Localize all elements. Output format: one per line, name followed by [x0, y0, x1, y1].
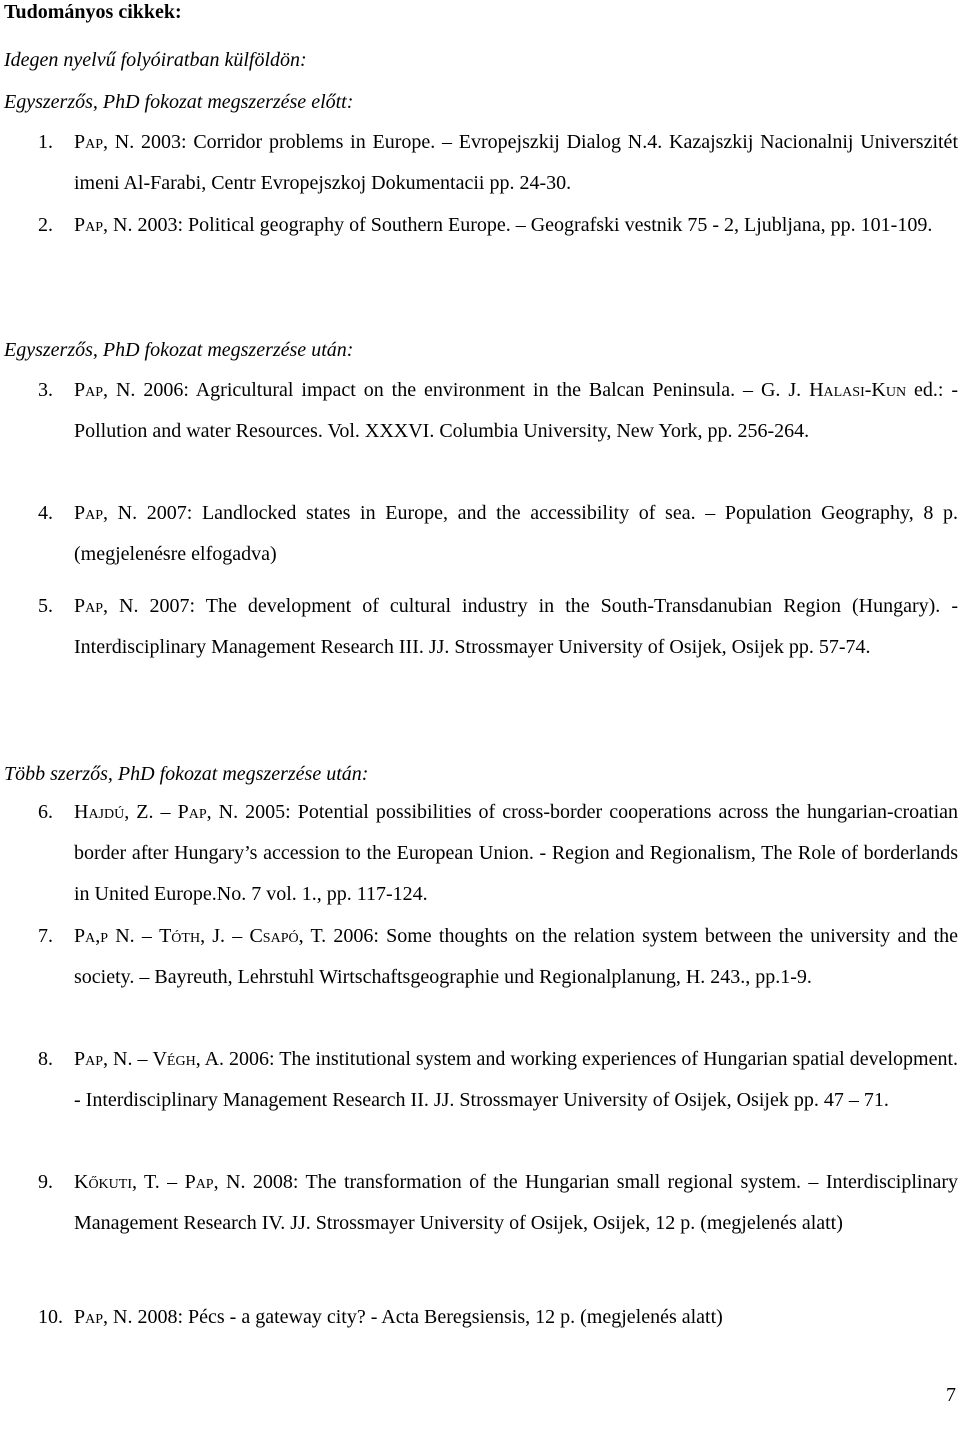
reference-text: –	[159, 1171, 185, 1193]
reference-author: Pap, N.	[74, 214, 133, 236]
reference-5	[38, 586, 958, 668]
reference-text: 2007: The development of cultural industry in the South-Transdanubian Region (Hungary). - Interdisciplinary Management Research III. JJ. Strossmayer University of Osijek, Osijek pp. 57-74.	[74, 595, 958, 658]
reference-text: 2003: Political geography of Southern Europe. – Geografski vestnik 75 - 2, Ljubljana, pp. 101-109.	[132, 214, 933, 236]
reference-text: 2003: Corridor problems in Europe. – Evropejszkij Dialog N.4. Kazajszkij Nacionalnij Universzitét imeni Al-Farabi, Centr Evropejszkoj Dokumentacii pp. 24-30.	[74, 131, 958, 194]
subheading-foreign-journals: Idegen nyelvű folyóiratban külföldön:	[4, 49, 307, 71]
reference-author: Pap, N.	[74, 595, 139, 617]
reference-text: 2006: The institutional system and working experiences of Hungarian spatial development. - Interdisciplinary Management Research II. JJ. Strossmayer University of Osijek, Osijek pp. 47 – 71.	[74, 1048, 958, 1111]
reference-text: ed.: - Pollution and water Resources. Vol. XXXVI. Columbia University, New York, pp. 256-264.	[74, 379, 959, 442]
subheading-multi-author-after-phd: Több szerzős, PhD fokozat megszerzése után:	[4, 763, 369, 785]
reference-author: Pap, N.	[184, 1171, 246, 1193]
reference-author: Pap, N.	[74, 131, 135, 153]
reference-number: 1.	[38, 131, 53, 153]
reference-6	[38, 792, 958, 915]
reference-text: 2008: Pécs - a gateway city? - Acta Beregsiensis, 12 p. (megjelenés alatt)	[132, 1306, 723, 1328]
reference-number: 2.	[38, 214, 53, 236]
reference-author: Kőkuti, T.	[74, 1171, 160, 1193]
reference-text: –	[132, 1048, 153, 1070]
reference-text: 2008: The transformation of the Hungarian small regional system. – Interdisciplinary Management Research IV. JJ. Strossmayer University of Osijek, Osijek, 12 p. (megjelenés alatt)	[74, 1171, 959, 1234]
reference-number: 3.	[38, 379, 53, 401]
reference-text: 2005: Potential possibilities of cross-border cooperations across the hungarian-croatian border after Hungary’s accession to the European Union. - Region and Regionalism, The Role of borderlands in United Europe.No. 7 vol. 1., pp. 117-124.	[74, 801, 959, 905]
reference-4	[38, 493, 958, 575]
reference-1	[38, 122, 958, 204]
reference-author: Pap, N.	[74, 1306, 133, 1328]
reference-text: 2006: Some thoughts on the relation system between the university and the society. – Bayreuth, Lehrstuhl Wirtschaftsgeographie und Regionalplanung, H. 243., pp.1-9.	[74, 925, 959, 988]
reference-author: Pap, N.	[74, 379, 136, 401]
subheading-single-author-before-phd: Egyszerzős, PhD fokozat megszerzése előtt:	[4, 91, 354, 113]
reference-author: Hajdú, Z.	[74, 801, 154, 823]
page-number: 7	[946, 1384, 956, 1406]
reference-number: 4.	[38, 502, 53, 524]
subheading-single-author-after-phd: Egyszerzős, PhD fokozat megszerzése után:	[4, 339, 354, 361]
reference-author: Végh, A.	[152, 1048, 225, 1070]
reference-author: Pap, N.	[177, 801, 239, 823]
reference-3	[38, 370, 958, 452]
reference-9	[38, 1162, 958, 1244]
reference-10	[38, 1297, 958, 1338]
reference-number: 7.	[38, 925, 53, 947]
reference-text: –	[225, 925, 250, 947]
reference-number: 6.	[38, 801, 53, 823]
reference-author: Tóth, J.	[159, 925, 226, 947]
section-heading: Tudományos cikkek:	[4, 1, 182, 23]
reference-7	[38, 916, 958, 998]
reference-author: Csapó, T.	[249, 925, 327, 947]
reference-8	[38, 1039, 958, 1121]
reference-number: 10.	[38, 1306, 63, 1328]
reference-2	[38, 205, 958, 246]
reference-editor: Halasi-Kun	[809, 379, 907, 401]
reference-number: 9.	[38, 1171, 53, 1193]
reference-author: Pa,p N.	[74, 925, 135, 947]
reference-number: 5.	[38, 595, 53, 617]
reference-text: –	[134, 925, 160, 947]
reference-number: 8.	[38, 1048, 53, 1070]
reference-text: 2007: Landlocked states in Europe, and the accessibility of sea. – Population Geography, 8 p. (megjelenésre elfogadva)	[74, 502, 958, 565]
reference-author: Pap, N.	[74, 502, 138, 524]
reference-text: 2006: Agricultural impact on the environment in the Balcan Peninsula. – G. J.	[135, 379, 810, 401]
reference-author: Pap, N.	[74, 1048, 133, 1070]
reference-text: –	[153, 801, 178, 823]
